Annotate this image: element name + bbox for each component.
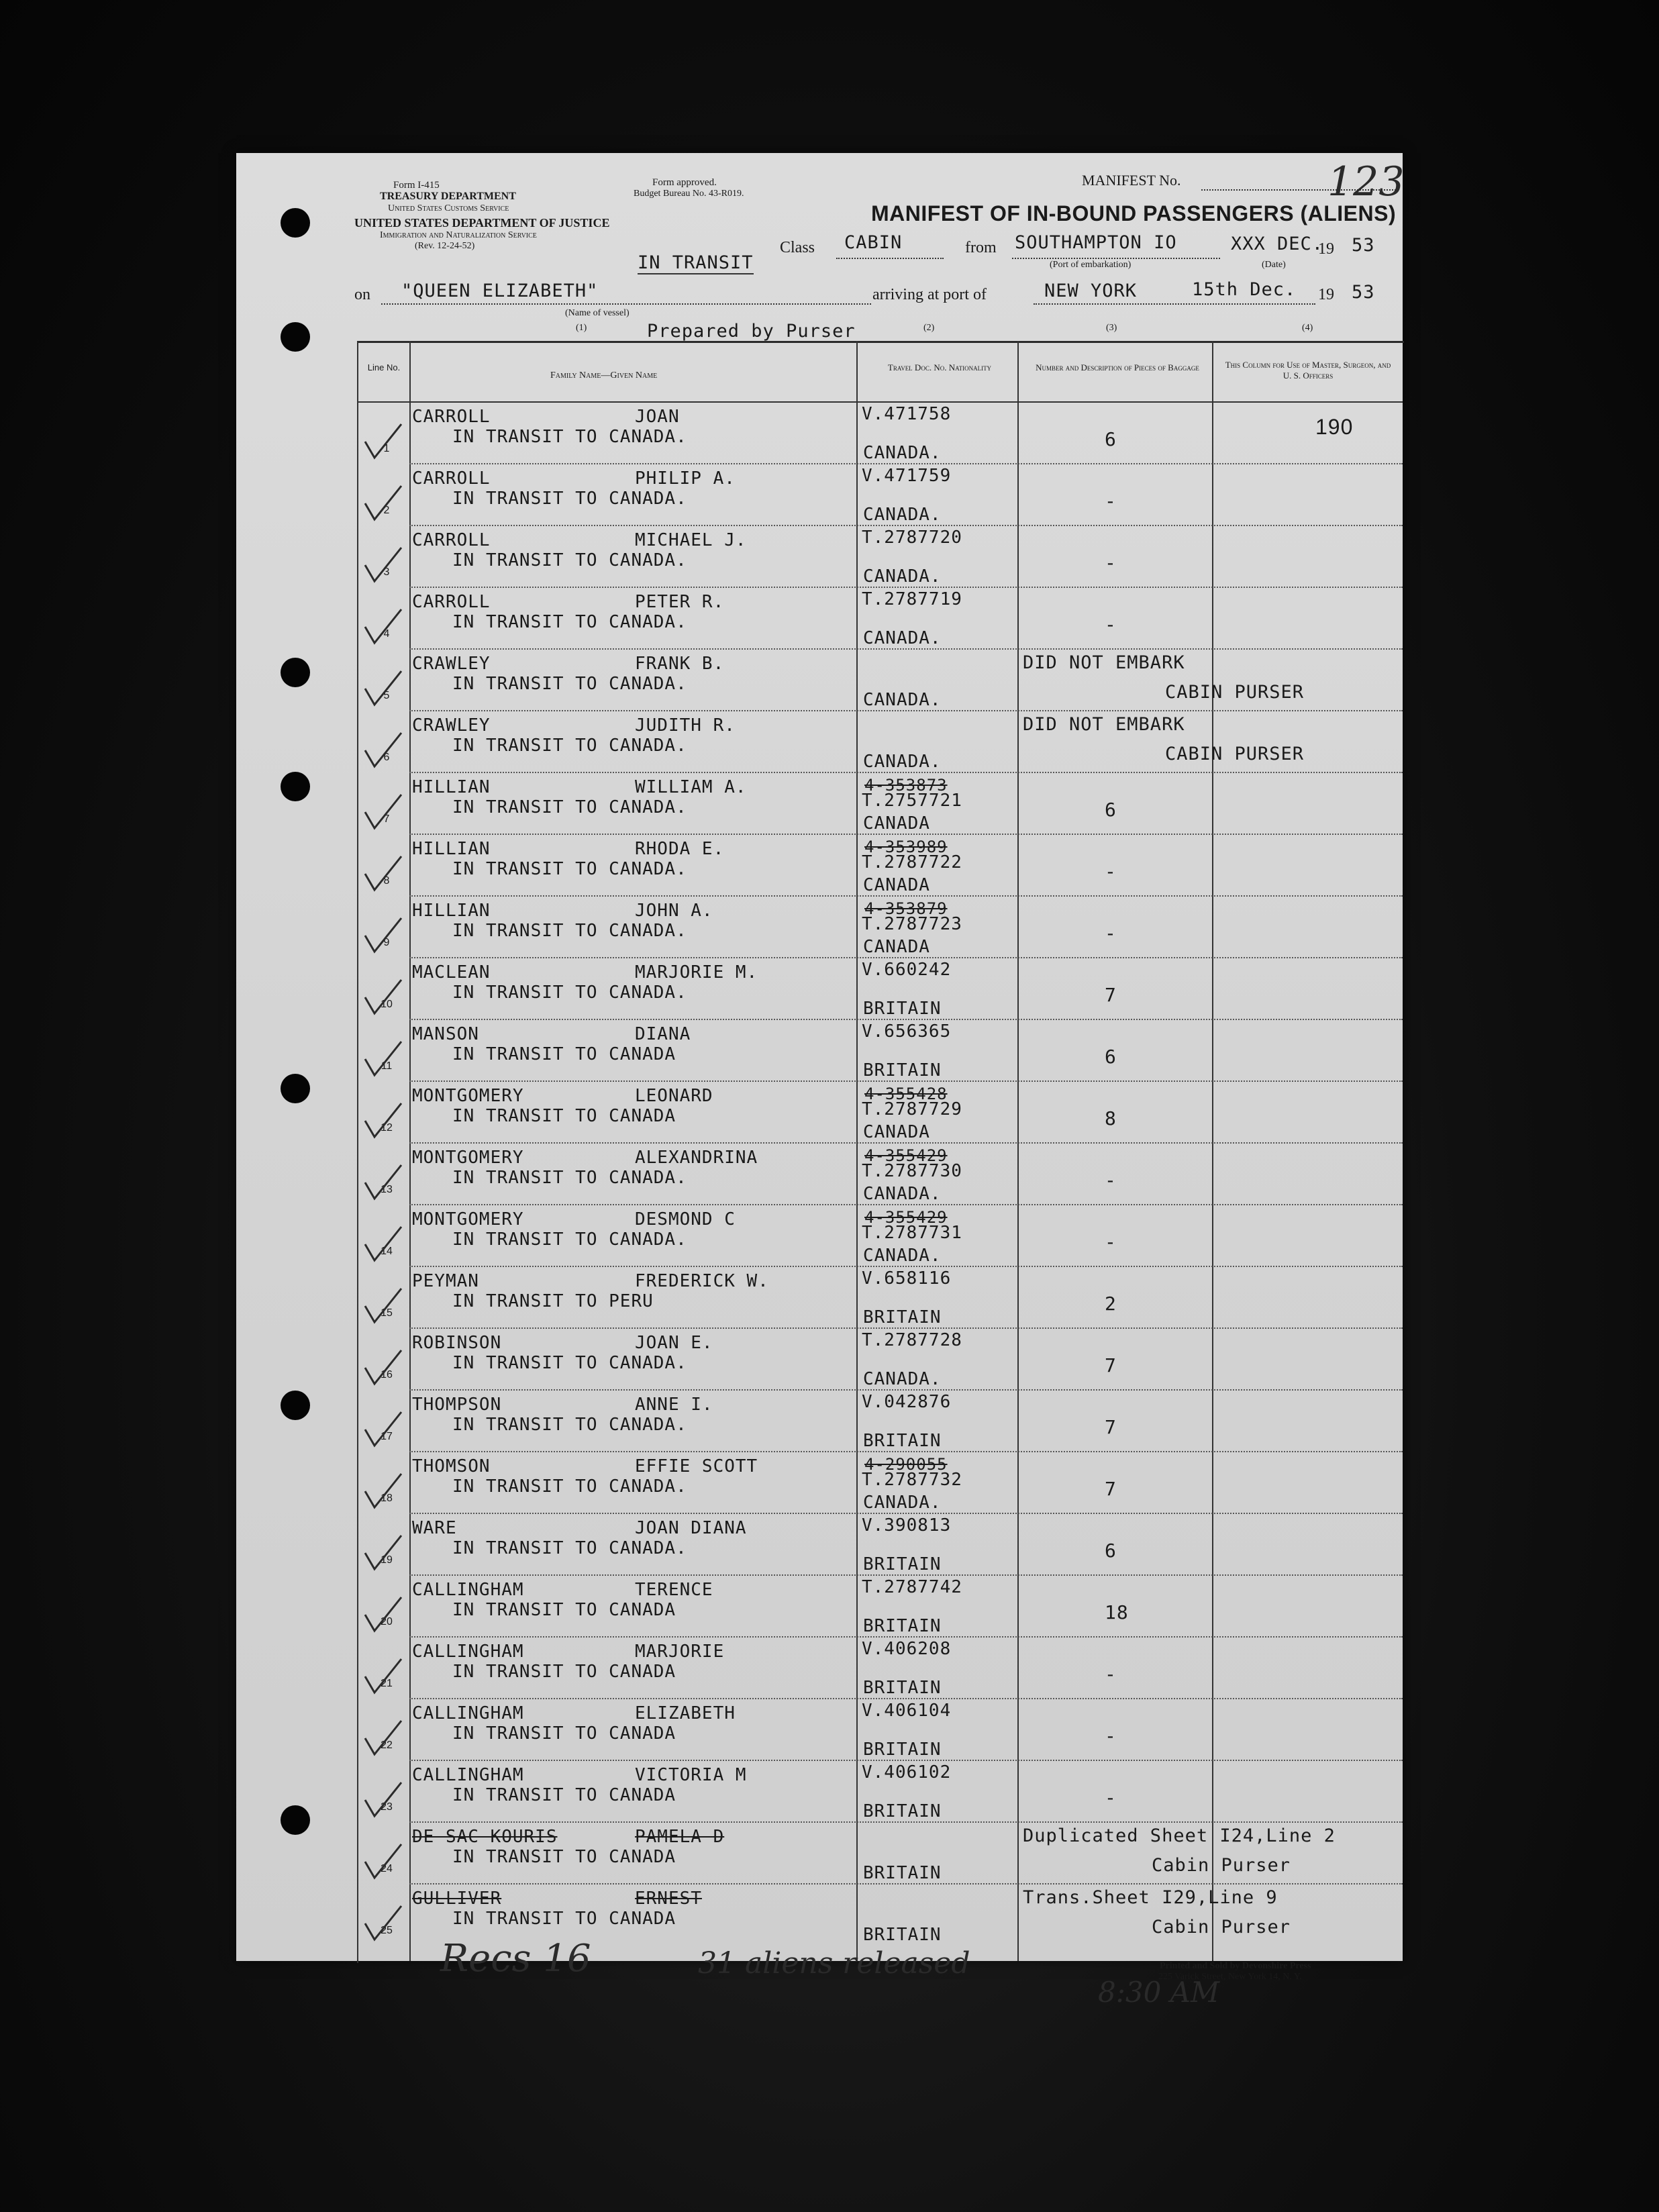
checkmark-icon: [362, 1348, 403, 1388]
family-name: PEYMAN: [412, 1271, 479, 1291]
arr-year: 53: [1352, 282, 1375, 303]
checkmark-icon: [362, 1533, 403, 1573]
transit-destination: IN TRANSIT TO CANADA: [452, 1106, 676, 1126]
transit-destination: IN TRANSIT TO CANADA: [452, 1044, 676, 1064]
column-number: (4): [1302, 323, 1313, 333]
baggage-count: Trans.Sheet I29,Line 9: [1023, 1887, 1278, 1908]
family-name: HILLIAN: [412, 901, 491, 921]
family-name: HILLIAN: [412, 839, 491, 859]
baggage-count: -: [1105, 1231, 1117, 1253]
row-divider: [409, 1142, 1403, 1144]
baggage-count: 6: [1105, 428, 1117, 450]
given-name: VICTORIA M: [635, 1765, 747, 1785]
row-divider: [409, 1327, 1403, 1329]
baggage-count: -: [1105, 1169, 1117, 1191]
given-name: PAMELA D: [635, 1827, 725, 1847]
baggage-count: 6: [1105, 799, 1117, 821]
checkmark-icon: [362, 1718, 403, 1758]
family-name: CARROLL: [412, 592, 491, 612]
nationality: BRITAIN: [863, 1307, 942, 1327]
line-number: 4: [383, 628, 390, 640]
travel-doc-number: V.406104: [862, 1701, 952, 1721]
header-name: Family Name—Given Name: [550, 370, 658, 381]
line-number: 11: [381, 1060, 393, 1072]
line-number: 7: [383, 813, 390, 825]
nationality: CANADA.: [863, 443, 942, 463]
line-number: 22: [381, 1740, 393, 1751]
transit-destination: IN TRANSIT TO CANADA.: [452, 489, 687, 509]
given-name: ANNE I.: [635, 1395, 713, 1415]
transit-destination: IN TRANSIT TO CANADA.: [452, 1168, 687, 1188]
transit-destination: IN TRANSIT TO CANADA.: [452, 1415, 687, 1435]
transit-destination: IN TRANSIT TO CANADA: [452, 1723, 676, 1744]
row-divider: [409, 1080, 1403, 1082]
row-divider: [409, 1019, 1403, 1020]
travel-doc-number: T.2787732: [862, 1470, 962, 1490]
checkmark-icon: [362, 1039, 403, 1079]
family-name: HILLIAN: [412, 777, 491, 797]
family-name: CRAWLEY: [412, 654, 491, 674]
given-name: PETER R.: [635, 592, 725, 612]
family-name: MACLEAN: [412, 962, 491, 983]
family-name: GULLIVER: [412, 1889, 502, 1909]
line-number: 3: [383, 566, 390, 578]
nationality: CANADA.: [863, 1184, 942, 1204]
manifest-no-label: MANIFEST No.: [1082, 172, 1181, 189]
checkmark-icon: [362, 1471, 403, 1511]
line-number: 23: [381, 1801, 393, 1813]
class-value: CABIN: [844, 232, 903, 253]
transit-destination: IN TRANSIT TO CANADA.: [452, 921, 687, 941]
given-name: JOAN: [635, 407, 680, 427]
given-name: RHODA E.: [635, 839, 725, 859]
travel-doc-number: V.660242: [862, 960, 952, 980]
old-travel-doc: 4-353879: [864, 899, 948, 918]
nationality: BRITAIN: [863, 1616, 942, 1636]
travel-doc-number: T.2787742: [862, 1577, 962, 1597]
family-name: THOMSON: [412, 1456, 491, 1476]
line-number: 18: [381, 1493, 393, 1504]
header-baggage: Number and Description of Pieces of Baggage: [1036, 362, 1199, 372]
travel-doc-number: V.658116: [862, 1268, 952, 1289]
dep-year: 53: [1352, 235, 1375, 256]
nationality: BRITAIN: [863, 1678, 942, 1698]
row-divider: [409, 463, 1403, 464]
checkmark-icon: [362, 1595, 403, 1635]
given-name: ALEXANDRINA: [635, 1148, 758, 1168]
punch-hole: [281, 1805, 310, 1835]
transit-destination: IN TRANSIT TO CANADA: [452, 1600, 676, 1620]
given-name: MARJORIE M.: [635, 962, 758, 983]
nationality: CANADA.: [863, 1369, 942, 1389]
baggage-count: -: [1105, 613, 1117, 636]
row-divider: [409, 1389, 1403, 1391]
line-number: 8: [383, 875, 390, 887]
handwritten-time: 8:30 AM: [1098, 1976, 1220, 2009]
baggage-count: 6: [1105, 1046, 1117, 1068]
transit-destination: IN TRANSIT TO CANADA: [452, 1909, 676, 1929]
checkmark-icon: [362, 1101, 403, 1141]
transit-destination: IN TRANSIT TO CANADA.: [452, 1229, 687, 1250]
line-number: 19: [381, 1554, 393, 1566]
checkmark-icon: [362, 1224, 403, 1264]
baggage-count: DID NOT EMBARK: [1023, 652, 1185, 673]
line-number: 16: [381, 1369, 393, 1380]
given-name: EFFIE SCOTT: [635, 1456, 758, 1476]
baggage-count: -: [1105, 490, 1117, 512]
arrival-date: 15th Dec.: [1192, 279, 1297, 300]
officer-note: Cabin Purser: [1152, 1855, 1291, 1876]
given-name: WILLIAM A.: [635, 777, 747, 797]
nationality: BRITAIN: [863, 999, 942, 1019]
old-travel-doc: 4-353873: [864, 776, 948, 795]
row-divider: [409, 648, 1403, 650]
line-number: 17: [381, 1431, 393, 1442]
baggage-count: 7: [1105, 984, 1117, 1006]
nationality: BRITAIN: [863, 1060, 942, 1080]
transit-destination: IN TRANSIT TO CANADA.: [452, 674, 687, 694]
travel-doc-number: T.2787729: [862, 1099, 962, 1119]
checkmark-icon: [362, 1903, 403, 1944]
transit-destination: IN TRANSIT TO CANADA.: [452, 983, 687, 1003]
checkmark-icon: [362, 668, 403, 709]
checkmark-icon: [362, 607, 403, 647]
row-divider: [409, 1760, 1403, 1761]
family-name: CALLINGHAM: [412, 1703, 524, 1723]
baggage-count: -: [1105, 1787, 1117, 1809]
row-divider: [409, 834, 1403, 835]
budget-bureau: Budget Bureau No. 43-R019.: [634, 189, 744, 199]
nationality: CANADA.: [863, 1246, 942, 1266]
family-name: WARE: [412, 1518, 457, 1538]
line-number: 12: [381, 1122, 393, 1134]
punch-hole: [281, 658, 310, 687]
row-divider: [409, 1266, 1403, 1267]
row-divider: [409, 710, 1403, 711]
nationality: CANADA: [863, 813, 930, 834]
baggage-count: -: [1105, 1725, 1117, 1747]
line-number: 5: [383, 690, 390, 701]
nationality: CANADA.: [863, 1493, 942, 1513]
doj-heading: UNITED STATES DEPARTMENT OF JUSTICE: [354, 216, 610, 230]
transit-destination: IN TRANSIT TO CANADA.: [452, 736, 687, 756]
row-divider: [409, 1513, 1403, 1514]
nationality: CANADA: [863, 875, 930, 895]
family-name: DE SAC KOURIS: [412, 1827, 558, 1847]
given-name: JOAN DIANA: [635, 1518, 747, 1538]
baggage-count: 7: [1105, 1478, 1117, 1500]
line-number: 10: [381, 999, 393, 1010]
checkmark-icon: [362, 483, 403, 523]
line-number: 21: [381, 1678, 393, 1689]
transit-destination: IN TRANSIT TO CANADA.: [452, 1476, 687, 1497]
travel-doc-number: T.2787728: [862, 1330, 962, 1350]
family-name: CARROLL: [412, 468, 491, 489]
nationality: BRITAIN: [863, 1863, 942, 1883]
port-caption: (Port of embarkation): [1050, 260, 1132, 270]
old-travel-doc: 4-355429: [864, 1208, 948, 1227]
baggage-count: -: [1105, 860, 1117, 883]
page-title: MANIFEST OF IN-BOUND PASSENGERS (ALIENS): [871, 201, 1397, 225]
given-name: JOAN E.: [635, 1333, 713, 1353]
checkmark-icon: [362, 977, 403, 1017]
travel-doc-number: T.2757721: [862, 791, 962, 811]
date-caption: (Date): [1262, 260, 1286, 270]
checkmark-icon: [362, 1656, 403, 1697]
travel-doc-number: V.042876: [862, 1392, 952, 1412]
checkmark-icon: [362, 1162, 403, 1203]
transit-destination: IN TRANSIT TO CANADA.: [452, 612, 687, 632]
nationality: CANADA.: [863, 505, 942, 525]
line-number: 9: [383, 937, 390, 948]
treasury-dept: TREASURY DEPARTMENT: [380, 191, 516, 202]
header-travel-doc: Travel Doc. No. Nationality: [887, 362, 992, 372]
transit-destination: IN TRANSIT TO CANADA: [452, 1662, 676, 1682]
row-divider: [409, 895, 1403, 897]
given-name: FRANK B.: [635, 654, 725, 674]
punch-hole: [281, 322, 310, 352]
transit-destination: IN TRANSIT TO CANADA.: [452, 427, 687, 447]
transit-destination: IN TRANSIT TO CANADA.: [452, 550, 687, 570]
transit-destination: IN TRANSIT TO CANADA.: [452, 797, 687, 817]
dep-year-prefix: 19: [1318, 240, 1334, 258]
vessel-name: "QUEEN ELIZABETH": [401, 281, 599, 301]
transit-destination: IN TRANSIT TO CANADA.: [452, 1353, 687, 1373]
baggage-count: 18: [1105, 1601, 1129, 1623]
prepared-by: Prepared by Purser: [647, 321, 856, 342]
checkmark-icon: [362, 1409, 403, 1450]
baggage-count: Duplicated Sheet I24,Line 2: [1023, 1825, 1336, 1846]
transit-destination: IN TRANSIT TO CANADA: [452, 1785, 676, 1805]
travel-doc-number: V.406208: [862, 1639, 952, 1659]
form-number: Form I-415: [393, 180, 440, 191]
transit-destination: IN TRANSIT TO PERU: [452, 1291, 654, 1311]
on-label: on: [354, 286, 370, 303]
old-travel-doc: 4-355428: [864, 1085, 948, 1103]
from-port: SOUTHAMPTON IO: [1015, 232, 1177, 253]
baggage-count: 7: [1105, 1416, 1117, 1438]
header-officers: This Column for Use of Master, Surgeon, and U. S. Officers: [1225, 360, 1391, 381]
line-number: 20: [381, 1616, 393, 1627]
nationality: BRITAIN: [863, 1925, 942, 1945]
form-approved: Form approved.: [652, 177, 717, 188]
transit-destination: IN TRANSIT TO CANADA.: [452, 859, 687, 879]
column-number: (2): [923, 323, 935, 333]
arriving-label: arriving at port of: [872, 286, 987, 303]
row-divider: [409, 1636, 1403, 1638]
old-travel-doc: 4-353989: [864, 838, 948, 856]
family-name: THOMPSON: [412, 1395, 502, 1415]
baggage-count: -: [1105, 922, 1117, 944]
given-name: DIANA: [635, 1024, 691, 1044]
nationality: BRITAIN: [863, 1740, 942, 1760]
baggage-count: 7: [1105, 1354, 1117, 1376]
travel-doc-number: T.2787731: [862, 1223, 962, 1243]
old-travel-doc: 4-290055: [864, 1455, 948, 1474]
row-divider: [409, 1821, 1403, 1823]
line-number: 6: [383, 752, 390, 763]
travel-doc-number: V.390813: [862, 1515, 952, 1536]
travel-doc-number: V.471759: [862, 466, 952, 486]
vessel-caption: (Name of vessel): [565, 308, 630, 318]
travel-doc-number: T.2787723: [862, 914, 962, 934]
given-name: MARJORIE: [635, 1642, 725, 1662]
punch-hole: [281, 1391, 310, 1420]
family-name: CARROLL: [412, 407, 491, 427]
nationality: CANADA.: [863, 628, 942, 648]
checkmark-icon: [362, 421, 403, 462]
baggage-count: DID NOT EMBARK: [1023, 714, 1185, 735]
line-number: 15: [381, 1307, 393, 1319]
family-name: MANSON: [412, 1024, 479, 1044]
old-travel-doc: 4-355429: [864, 1146, 948, 1165]
row-divider: [409, 525, 1403, 526]
checkmark-icon: [362, 1780, 403, 1820]
travel-doc-number: T.2787730: [862, 1161, 962, 1181]
nationality: BRITAIN: [863, 1801, 942, 1821]
family-name: MONTGOMERY: [412, 1148, 524, 1168]
given-name: FREDERICK W.: [635, 1271, 769, 1291]
line-number: 1: [383, 443, 390, 454]
checkmark-icon: [362, 730, 403, 770]
row-divider: [409, 1883, 1403, 1884]
line-number: 24: [381, 1863, 393, 1874]
nationality: CANADA: [863, 1122, 930, 1142]
nationality: CANADA.: [863, 566, 942, 587]
checkmark-icon: [362, 1286, 403, 1326]
nationality: BRITAIN: [863, 1554, 942, 1574]
transit-destination: IN TRANSIT TO CANADA: [452, 1847, 676, 1867]
travel-doc-number: V.656365: [862, 1021, 952, 1042]
customs-service: United States Customs Service: [388, 203, 509, 213]
manifest-number: 123: [1327, 158, 1405, 205]
baggage-count: -: [1105, 552, 1117, 574]
officer-note: CABIN PURSER: [1165, 682, 1305, 703]
departure-date: XXX DEC.: [1231, 234, 1324, 254]
family-name: CARROLL: [412, 530, 491, 550]
given-name: DESMOND C: [635, 1209, 736, 1229]
travel-doc-number: V.406102: [862, 1762, 952, 1782]
given-name: MICHAEL J.: [635, 530, 747, 550]
row-divider: [409, 587, 1403, 588]
family-name: CALLINGHAM: [412, 1765, 524, 1785]
header-line-no: Line No.: [367, 362, 401, 372]
checkmark-icon: [362, 792, 403, 832]
family-name: CRAWLEY: [412, 715, 491, 736]
checkmark-icon: [362, 1842, 403, 1882]
given-name: ERNEST: [635, 1889, 702, 1909]
given-name: ELIZABETH: [635, 1703, 736, 1723]
in-transit-stamp: IN TRANSIT: [638, 252, 754, 273]
row-divider: [409, 1451, 1403, 1452]
baggage-count: 8: [1105, 1107, 1117, 1129]
baggage-count: 2: [1105, 1293, 1117, 1315]
from-label: from: [965, 239, 997, 256]
family-name: ROBINSON: [412, 1333, 502, 1353]
line-number: 2: [383, 505, 390, 516]
row-divider: [409, 957, 1403, 958]
column-number: (3): [1106, 323, 1117, 333]
baggage-count: 6: [1105, 1540, 1117, 1562]
revision: (Rev. 12-24-52): [415, 241, 475, 251]
row-divider: [409, 1698, 1403, 1699]
nationality: CANADA.: [863, 752, 942, 772]
printer-line-1: Printed and Sold by Devonshire Press: [1160, 1961, 1311, 1971]
nationality: CANADA: [863, 937, 930, 957]
row-divider: [409, 772, 1403, 773]
row-divider: [409, 1574, 1403, 1576]
given-name: TERENCE: [635, 1580, 713, 1600]
handwritten-recs: Recs 16: [440, 1937, 591, 1980]
line-number: 25: [381, 1925, 393, 1936]
officer-note: CABIN PURSER: [1165, 744, 1305, 764]
travel-doc-number: T.2787722: [862, 852, 962, 872]
baggage-count: -: [1105, 1663, 1117, 1685]
punch-hole: [281, 772, 310, 801]
travel-doc-number: T.2787720: [862, 527, 962, 548]
nationality: BRITAIN: [863, 1431, 942, 1451]
ins-heading: Immigration and Naturalization Service: [380, 230, 537, 240]
class-label: Class: [780, 239, 815, 256]
officer-note: Cabin Purser: [1152, 1917, 1291, 1938]
given-name: JOHN A.: [635, 901, 713, 921]
travel-doc-number: T.2787719: [862, 589, 962, 609]
arrival-port: NEW YORK: [1044, 281, 1138, 301]
handwritten-aliens-released: 31 aliens released: [698, 1946, 970, 1980]
column-number: (1): [576, 323, 587, 333]
officer-note: 190: [1315, 415, 1354, 439]
checkmark-icon: [362, 545, 403, 585]
given-name: LEONARD: [635, 1086, 713, 1106]
printer-line-2: 225 Varick Street, New York 14, N. Y.: [1158, 1972, 1302, 1982]
line-number: 14: [381, 1246, 393, 1257]
checkmark-icon: [362, 915, 403, 956]
transit-destination: IN TRANSIT TO CANADA.: [452, 1538, 687, 1558]
punch-hole: [281, 208, 310, 238]
given-name: JUDITH R.: [635, 715, 736, 736]
family-name: CALLINGHAM: [412, 1642, 524, 1662]
nationality: CANADA.: [863, 690, 942, 710]
family-name: MONTGOMERY: [412, 1209, 524, 1229]
checkmark-icon: [362, 854, 403, 894]
family-name: MONTGOMERY: [412, 1086, 524, 1106]
family-name: CALLINGHAM: [412, 1580, 524, 1600]
travel-doc-number: V.471758: [862, 404, 952, 424]
row-divider: [409, 1204, 1403, 1205]
arr-year-prefix: 19: [1318, 286, 1334, 303]
given-name: PHILIP A.: [635, 468, 736, 489]
punch-hole: [281, 1074, 310, 1103]
line-number: 13: [381, 1184, 393, 1195]
